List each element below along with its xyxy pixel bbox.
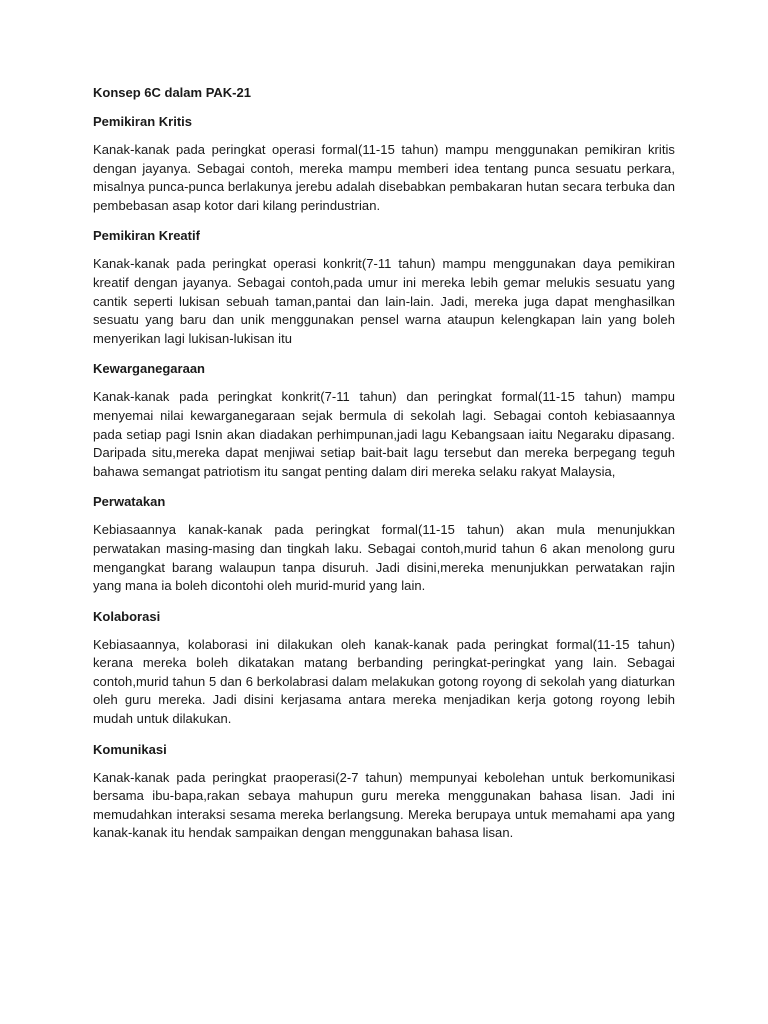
section-heading: Pemikiran Kritis <box>93 114 192 129</box>
section-paragraph: Kanak-kanak pada peringkat praoperasi(2-7 tahun) mempunyai kebolehan untuk berkomunikasi bersama ibu-bapa,rakan sebaya mahupun guru mereka menggunakan bahasa lisan. Jadi ini memudahkan interaksi sesama mereka berlangsung. Mereka berupaya untuk memahami apa yang kanak-kanak itu hendak sampaikan dengan menggunakan bahasa lisan. <box>93 769 675 841</box>
section-heading: Kewarganegaraan <box>93 361 205 377</box>
document-title: Konsep 6C dalam PAK-21 <box>93 85 251 100</box>
section-paragraph: Kanak-kanak pada peringkat operasi konkrit(7-11 tahun) mampu menggunakan daya pemikiran kreatif dengan jayanya. Sebagai contoh,pada umur ini mereka lebih gemar melukis sesuatu yang cantik seperti lukisan sebuah taman,pantai dan lain-lain. Jadi, mereka juga dapat menghasilkan sesuatu yang baru dan unik menggunakan pensel warna ataupun kelengkapan lain yang boleh menyerikan lagi lukisan-lukisan itu <box>93 256 675 346</box>
section-perwatakan <box>93 493 675 595</box>
section-pemikiran-kreatif <box>93 227 675 348</box>
section-paragraph: Kebiasaannya kanak-kanak pada peringkat formal(11-15 tahun) akan mula menunjukkan perwatakan masing-masing dan tingkah laku. Sebagai contoh,murid tahun 6 akan menolong guru mengangkat barang walaupun tanpa disuruh. Jadi disini,mereka menunjukkan perwatakan rajin yang mana ia boleh dicontohi oleh murid-murid yang lain. <box>93 522 675 594</box>
section-paragraph: Kebiasaannya, kolaborasi ini dilakukan oleh kanak-kanak pada peringkat formal(11-15 tahun) kerana mereka boleh dikatakan matang berbanding peringkat-peringkat yang lain. Sebagai contoh,murid tahun 5 dan 6 berkolabrasi dalam melakukan gotong royong di sekolah yang diaturkan oleh guru mereka. Jadi disini kerjasama antara mereka menjadikan kerja gotong royong lebih mudah untuk dilakukan. <box>93 636 675 727</box>
section-paragraph: Kanak-kanak pada peringkat konkrit(7-11 tahun) dan peringkat formal(11-15 tahun) mampu menyemai nilai kewarganegaraan sejak bermula di sekolah lagi. Sebagai contoh kebiasaannya pada setiap pagi Isnin akan diadakan perhimpunan,jadi lagu Kebangsaan iaitu Negaraku dipasang. Daripada situ,mereka dapat menjiwai setiap bait-bait lagu tersebut dan mereka berpegang teguh bahawa semangat patriotism itu sangat penting dalam diri mereka selaku rakyat Malaysia, <box>93 389 675 479</box>
section-heading: Kolaborasi <box>93 608 161 624</box>
section-kewarganegaraan <box>93 360 675 481</box>
section-pemikiran-kritis <box>93 113 675 215</box>
document-page <box>93 84 675 855</box>
section-kolaborasi <box>93 608 675 729</box>
section-heading: Pemikiran Kreatif <box>93 228 200 244</box>
section-heading: Perwatakan <box>93 494 166 510</box>
section-paragraph: Kanak-kanak pada peringkat operasi formal(11-15 tahun) mampu menggunakan pemikiran kritis dengan jayanya. Sebagai contoh, mereka mampu memberi idea tentang punca sesuatu perkara, misalnya punca-punca berlakunya jerebu adalah disebabkan pembakaran hutan secara terbuka dan pembebasan asap kotor dari kilang perindustrian. <box>93 142 675 213</box>
section-heading: Komunikasi <box>93 741 167 757</box>
section-komunikasi <box>93 741 675 843</box>
